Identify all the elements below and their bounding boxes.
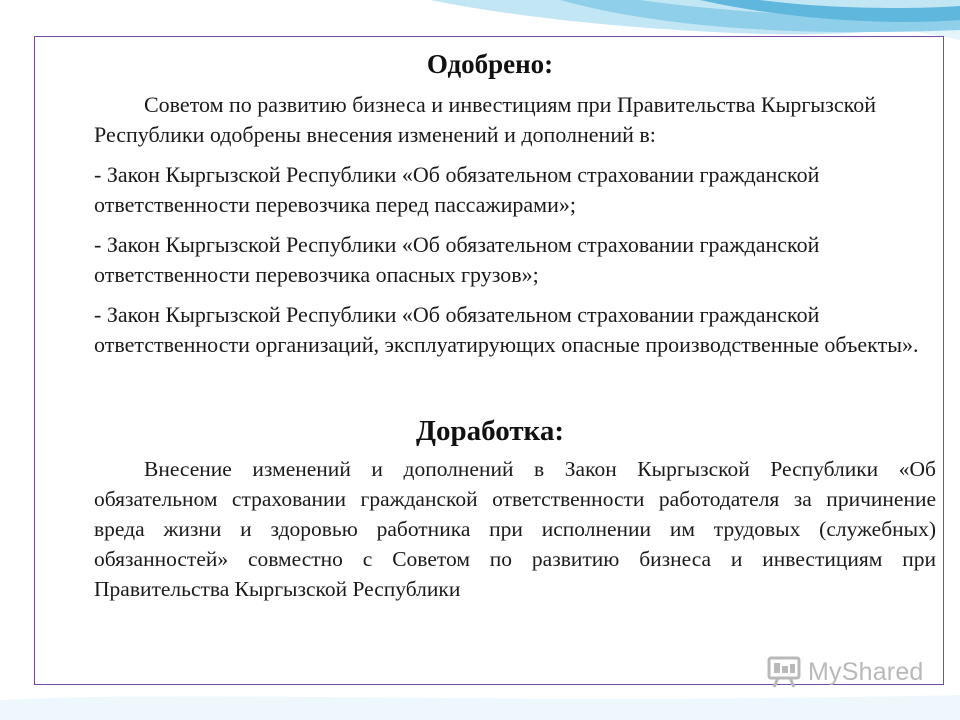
watermark-logo: [766, 654, 924, 690]
approved-law-item: - Закон Кыргызской Республики «Об обязательном страховании гражданской ответственности организаций, эксплуатирующих опасные производственные объекты».: [94, 302, 919, 357]
rework-text: Внесение изменений и дополнений в Закон Кыргызской Республики «Об обязательном страховании гражданской ответственности работодателя за причинение вреда жизни и здоровью работника при исполнении им трудовых (служебных) обязанностей» совместно с Советом по развитию бизнеса и инвестициям при Правительства Кыргызской Республики: [94, 457, 936, 601]
watermark-text: MyShared: [808, 657, 924, 686]
approved-heading: Одобрено:: [426, 49, 554, 79]
approved-intro: Советом по развитию бизнеса и инвестициям при Правительства Кыргызской Республики одобрены внесения изменений и дополнений в:: [94, 92, 876, 147]
presentation-board-icon: [766, 655, 802, 689]
approved-law-item: - Закон Кыргызской Республики «Об обязательном страховании гражданской ответственности перевозчика перед пассажирами»;: [94, 162, 820, 217]
rework-heading: Доработка:: [416, 415, 564, 447]
content-panel: [34, 36, 944, 685]
approved-law-item: - Закон Кыргызской Республики «Об обязательном страховании гражданской ответственности перевозчика опасных грузов»;: [94, 232, 820, 287]
